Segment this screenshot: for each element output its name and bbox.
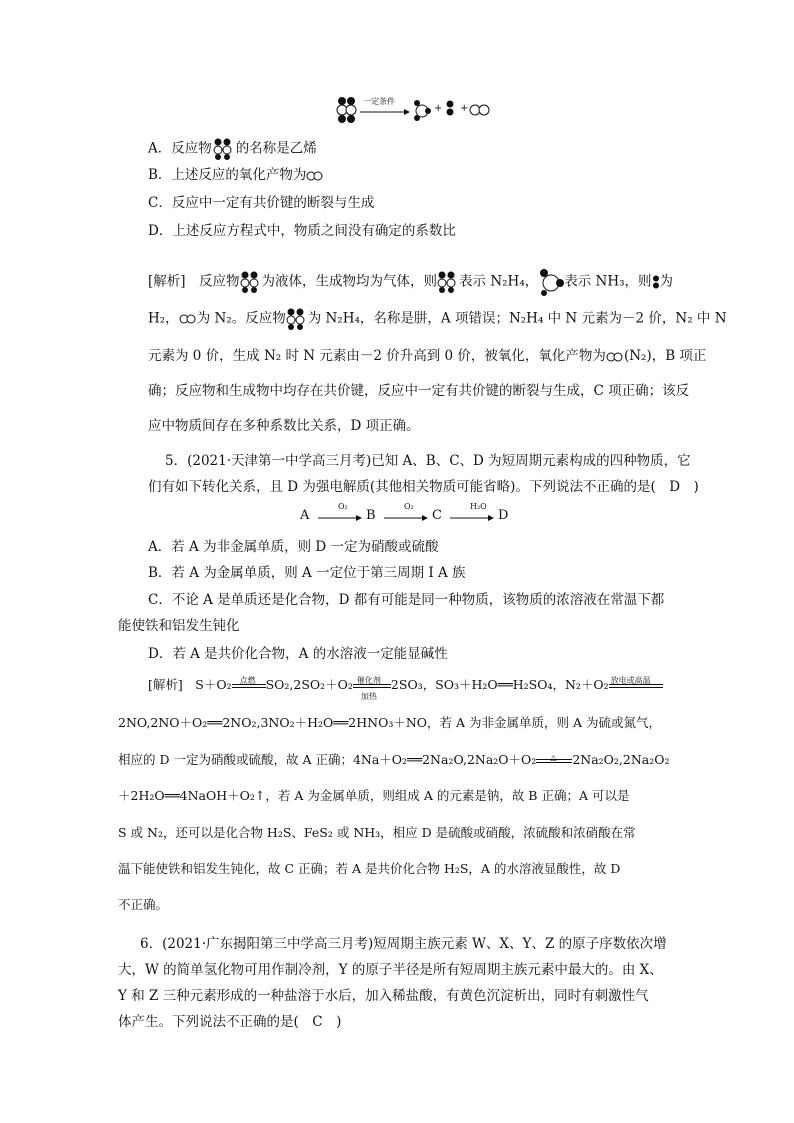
q5-analysis-line-1: [解析] S＋O₂ 点燃 SO₂,2SO₂＋O₂ 催化剂 加热 2SO₃，SO₃＋H₂O══H₂SO₄，N₂＋O₂ 放电或高温 <box>148 676 663 694</box>
reaction-arrow-icon <box>360 108 410 116</box>
q5-option-a: A．若 A 为非金属单质，则 D 一定为硝酸或硫酸 <box>148 539 439 555</box>
arrow-icon <box>384 514 428 522</box>
q5-stem-line-1: 5．(2021·天津第一中学高三月考)已知 A、B、C、D 为短周期元素构成的四种物质，它 <box>165 453 691 469</box>
n2h4-molecule-icon <box>212 138 236 160</box>
q6-stem-line-1: 6．(2021·广东揭阳第三中学高三月考)短周期主族元素 W、X、Y、Z 的原子序数依次增 <box>140 936 667 952</box>
q4-analysis-line-3: 元素为 0 价，生成 N₂ 时 N 元素由－2 价升高到 0 价，被氧化，氧化产物为 (N₂)，B 项正 <box>148 348 707 364</box>
q4-option-d: D．上述反应方程式中，物质之间没有确定的系数比 <box>148 223 456 239</box>
reaction-condition: 一定条件 <box>363 97 395 106</box>
q5-option-d: D．若 A 是共价化合物，A 的水溶液一定能显碱性 <box>148 646 448 662</box>
q6-stem-line-4: 体产生。下列说法不正确的是( C ) <box>118 1014 342 1030</box>
q4-option-a: A．反应物 的名称是乙烯 <box>148 138 317 160</box>
q4-analysis-line-1: [解析] 反应物 为液体，生成物均为气体，则 表示 N₂H₄， 表示 NH₃，则 为 <box>148 268 673 296</box>
chain-d: D <box>498 508 509 523</box>
n2h4-molecule-icon <box>437 271 459 293</box>
arrow-icon <box>318 514 362 522</box>
n2-molecule-icon <box>606 352 624 362</box>
h2-molecule-icon <box>652 275 660 289</box>
chain-c: C <box>432 508 442 523</box>
q5-analysis-line-7: 不正确。 <box>118 897 169 912</box>
q5-option-c-line-1: C．不论 A 是单质还是化合物，D 都有可能是同一种物质，该物质的浓溶液在常温下都 <box>148 592 665 608</box>
q4-option-c: C．反应中一定有共价键的断裂与生成 <box>148 195 375 211</box>
q4-analysis-line-2: H₂， 为 N₂。反应物 为 N₂H₄，名称是肼，A 项错误；N₂H₄ 中 N 元素为－2 价，N₂ 中 N <box>148 308 727 330</box>
q5-analysis-line-6: 温下能使铁和铝发生钝化，故 C 正确；若 A 是共价化合物 H₂S，A 的水溶液显酸性，故 D <box>118 861 621 876</box>
n2-molecule-icon <box>469 104 491 116</box>
n2-molecule-icon <box>179 314 197 324</box>
n2-molecule-icon <box>306 171 324 181</box>
q5-stem-line-2: 们有如下转化关系，且 D 为强电解质(其他相关物质可能省略)。下列说法不正确的是( D ) <box>148 479 699 495</box>
q5-analysis-line-2: 2NO,2NO＋O₂══2NO₂,3NO₂＋H₂O══2HNO₃＋NO，若 A 为非金属单质，则 A 为硫或氮气， <box>118 715 661 730</box>
q4-option-b: B．上述反应的氧化产物为 <box>148 166 324 184</box>
q5-analysis-line-4: ＋2H₂O══4NaOH＋O₂↑，若 A 为金属单质，则组成 A 的元素是钠，故 B 正确；A 可以是 <box>118 788 630 803</box>
nh3-molecule-icon <box>538 268 564 296</box>
q4-analysis-line-5: 应中物质间存在多种系数比关系，D 项正确。 <box>148 418 420 434</box>
chain-a: A <box>300 508 310 523</box>
arrow-icon <box>450 514 494 522</box>
plus-sign: + <box>434 103 443 114</box>
n2h4-molecule-icon <box>240 271 262 293</box>
q5-analysis-line-3: 相应的 D 一定为硝酸或硫酸，故 A 正确；4Na＋O₂══2Na₂O,2Na₂O＋O₂ △ 2Na₂O₂,2Na₂O₂ <box>118 752 670 767</box>
n2h4-molecule-icon <box>286 308 308 330</box>
q6-stem-line-3: Y 和 Z 三种元素形成的一种盐溶于水后，加入稀盐酸，有黄色沉淀析出，同时有刺激性气 <box>118 988 649 1004</box>
q5-option-c-line-2: 能使铁和铝发生钝化 <box>118 618 240 634</box>
q6-stem-line-2: 大，W 的简单氢化物可用作制冷剂，Y 的原子半径是所有短周期主族元素中最大的。由 X、 <box>118 962 663 978</box>
q5-option-b: B．若 A 为金属单质，则 A 一定位于第三周期 Ⅰ A 族 <box>148 565 466 581</box>
q5-conversion-chain: A O₂ B O₂ C H₂O D <box>300 502 509 523</box>
plus-sign: + <box>460 103 469 114</box>
nh3-molecule-icon <box>412 98 432 122</box>
q4-analysis-line-4: 确；反应物和生成物中均存在共价键，反应中一定有共价键的断裂与生成，C 项正确；该反 <box>148 383 690 399</box>
h2-molecule-icon <box>445 100 455 118</box>
q5-analysis-line-5: S 或 N₂，还可以是化合物 H₂S、FeS₂ 或 NH₃，相应 D 是硫酸或硝酸，浓硫酸和浓硝酸在常 <box>118 825 636 840</box>
chain-b: B <box>366 508 376 523</box>
n2h4-molecule-icon <box>336 96 360 124</box>
top-reaction <box>336 96 496 126</box>
